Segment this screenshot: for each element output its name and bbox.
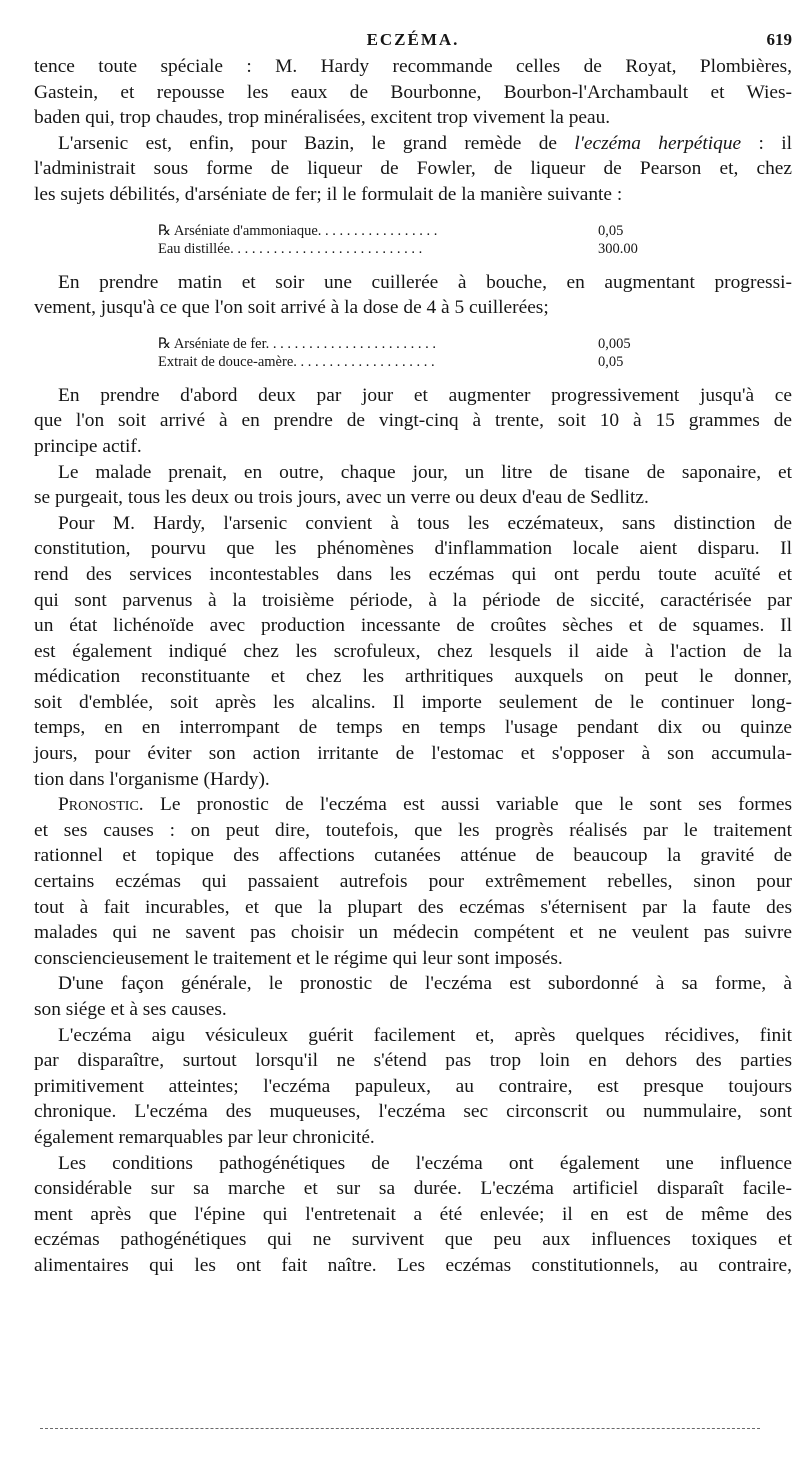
- section-label-pronostic: Pronostic.: [58, 794, 144, 816]
- text-line: Pour M. Hardy, l'arsenic convient à tous les eczémateux, sans distinction de: [58, 512, 792, 534]
- formula-row: [158, 240, 658, 258]
- text-line: chronique. L'eczéma des muqueuses, l'eczéma sec circonscrit ou nummulaire, sont: [34, 1101, 792, 1123]
- text-line: En prendre d'abord deux par jour et augmenter progressivement jusqu'à ce: [58, 384, 792, 406]
- text-line: son siége et à ses causes.: [34, 999, 227, 1020]
- text-line: temps, en en interrompant de temps en temps l'usage pendant dix ou quinze: [34, 717, 792, 739]
- text-line: primitivement atteintes; l'eczéma papuleux, au contraire, est presque toujours: [34, 1075, 792, 1097]
- paragraph-conditions: [34, 1151, 792, 1279]
- text-line: eczémas pathogénétiques qui ne survivent que peu aux influences toxiques et: [34, 1229, 792, 1251]
- text-line: et ses causes : on peut dire, toutefois, que les progrès réalisés par le traitement: [34, 819, 792, 841]
- text-line: considérable sur sa marche et sur sa durée. L'eczéma artificiel disparaît facile-: [34, 1178, 792, 1200]
- text-line: principe actif.: [34, 435, 142, 457]
- paragraph-spa-waters: [34, 54, 792, 131]
- text-line: l'administrait sous forme de liqueur de Fowler, de liqueur de Pearson et, chez: [34, 158, 792, 180]
- paragraph-arsenic: [34, 131, 792, 208]
- running-title: ECZÉMA.: [366, 30, 460, 49]
- text-line: baden qui, trop chaudes, trop minéralisées, excitent trop vivement la peau.: [34, 107, 611, 129]
- page-number: 619: [766, 30, 792, 49]
- text-line: tion dans l'organisme (Hardy).: [34, 768, 270, 790]
- text-line: que l'on soit arrivé à en prendre de vingt-cinq à trente, soit 10 à 15 grammes de: [34, 410, 792, 432]
- ingredient-dose: 300.00: [598, 240, 638, 257]
- text-line: malades qui ne savent pas choisir un médecin compétent et ne veulent pas suivre: [34, 922, 792, 944]
- paragraph-dosage-2: [34, 383, 792, 460]
- text-line: Gastein, et repousse les eaux de Bourbonne, Bourbon-l'Archambault et Wies-: [34, 81, 792, 103]
- ingredient-name: ℞ Arséniate d'ammoniaque. . . . . . . . . . . . . . . . .: [158, 222, 438, 239]
- formula-row: [158, 222, 658, 240]
- ingredient-dose: 0,005: [598, 335, 631, 352]
- text-line: soit d'emblée, soit après les alcalins. Il importe seulement de le continuer long-: [34, 691, 792, 713]
- text-line: un état lichénoïde avec production incessante de croûtes sèches et de squames. Il: [34, 615, 792, 637]
- ingredient-name: Extrait de douce-amère. . . . . . . . . . . . . . . . . . . .: [158, 353, 435, 370]
- ingredient-name: ℞ Arséniate de fer. . . . . . . . . . . . . . . . . . . . . . . .: [158, 335, 436, 352]
- text-line: les sujets débilités, d'arséniate de fer; il le formulait de la manière suivante :: [34, 183, 623, 205]
- text-line: consciencieusement le traitement et le régime qui leur sont imposés.: [34, 947, 563, 969]
- footer-divider: [40, 1428, 760, 1429]
- text-line: médication reconstituante et chez les arthritiques auxquels on peut le donner,: [34, 666, 792, 688]
- text-line: D'une façon générale, le pronostic de l'eczéma est subordonné à sa forme, à: [58, 973, 792, 995]
- emphasis-eczema-herpetique: l'eczéma herpétique: [574, 132, 742, 154]
- text-line: tence toute spéciale : M. Hardy recommande celles de Royat, Plombières,: [34, 56, 792, 77]
- text-line: Le malade prenait, en outre, chaque jour, un litre de tisane de saponaire, et: [58, 461, 792, 483]
- paragraph-saponaire: [34, 460, 792, 511]
- page-header: [34, 0, 792, 54]
- paragraph-dosage-1: [34, 270, 792, 321]
- text-line: rend des services incontestables dans les eczémas qui ont perdu toute acuïté et: [34, 563, 792, 585]
- formula-row: [158, 353, 658, 371]
- text-line: alimentaires qui les ont fait naître. Les eczémas constitutionnels, au contraire,: [34, 1254, 792, 1276]
- book-page: [34, 0, 792, 1279]
- text-line: vement, jusqu'à ce que l'on soit arrivé à la dose de 4 à 5 cuillerées;: [34, 297, 549, 319]
- text-line: ment après que l'épine qui l'entretenait a été enlevée; il en est de même des: [34, 1203, 792, 1225]
- ingredient-name: Eau distillée. . . . . . . . . . . . . . . . . . . . . . . . . . .: [158, 240, 423, 257]
- paragraph-eczema-aigu: [34, 1023, 792, 1151]
- paragraph-hardy-arsenic: [34, 511, 792, 793]
- text-line: L'eczéma aigu vésiculeux guérit facilement et, après quelques récidives, finit: [58, 1024, 792, 1046]
- ingredient-dose: 0,05: [598, 222, 624, 239]
- text-line: est également indiqué chez les scrofuleux, chez lesquels il aide à l'action de la: [34, 640, 792, 662]
- text-line: Pronostic. Le pronostic de l'eczéma est aussi variable que le sont ses formes: [58, 794, 792, 816]
- text-line: jours, pour éviter son action irritante de l'estomac et s'opposer à son accumula-: [34, 743, 792, 765]
- text-line: tout à fait incurables, et que la plupart des eczémas s'éternisent par la faute des: [34, 896, 792, 918]
- text-line: certains eczémas qui passaient autrefois pour extrêmement rebelles, sinon pour: [34, 871, 792, 893]
- text-line: se purgeait, tous les deux ou trois jours, avec un verre ou deux d'eau de Sedlitz.: [34, 487, 649, 509]
- formula-row: [158, 335, 658, 353]
- text-line: également remarquables par leur chronicité.: [34, 1126, 375, 1148]
- ingredient-dose: 0,05: [598, 353, 624, 370]
- prescription-formula-2: [34, 335, 658, 371]
- prescription-formula-1: [34, 222, 658, 258]
- text-line: Les conditions pathogénétiques de l'eczéma ont également une influence: [58, 1152, 792, 1174]
- text-line: par disparaître, surtout lorsqu'il ne s'étend pas trop loin en dehors des parties: [34, 1050, 792, 1072]
- text-line: L'arsenic est, enfin, pour Bazin, le grand remède de l'eczéma herpétique : il: [58, 132, 792, 154]
- text-line: constitution, pourvu que les phénomènes d'inflammation locale aient disparu. Il: [34, 538, 792, 560]
- text-line: qui sont parvenus à la troisième période, à la période de siccité, caractérisée par: [34, 589, 792, 611]
- text-line: En prendre matin et soir une cuillerée à bouche, en augmentant progressi-: [58, 271, 792, 293]
- paragraph-general: [34, 971, 792, 1022]
- paragraph-pronostic: [34, 792, 792, 971]
- text-line: rationnel et topique des affections cutanées atténue de beaucoup la gravité de: [34, 845, 792, 867]
